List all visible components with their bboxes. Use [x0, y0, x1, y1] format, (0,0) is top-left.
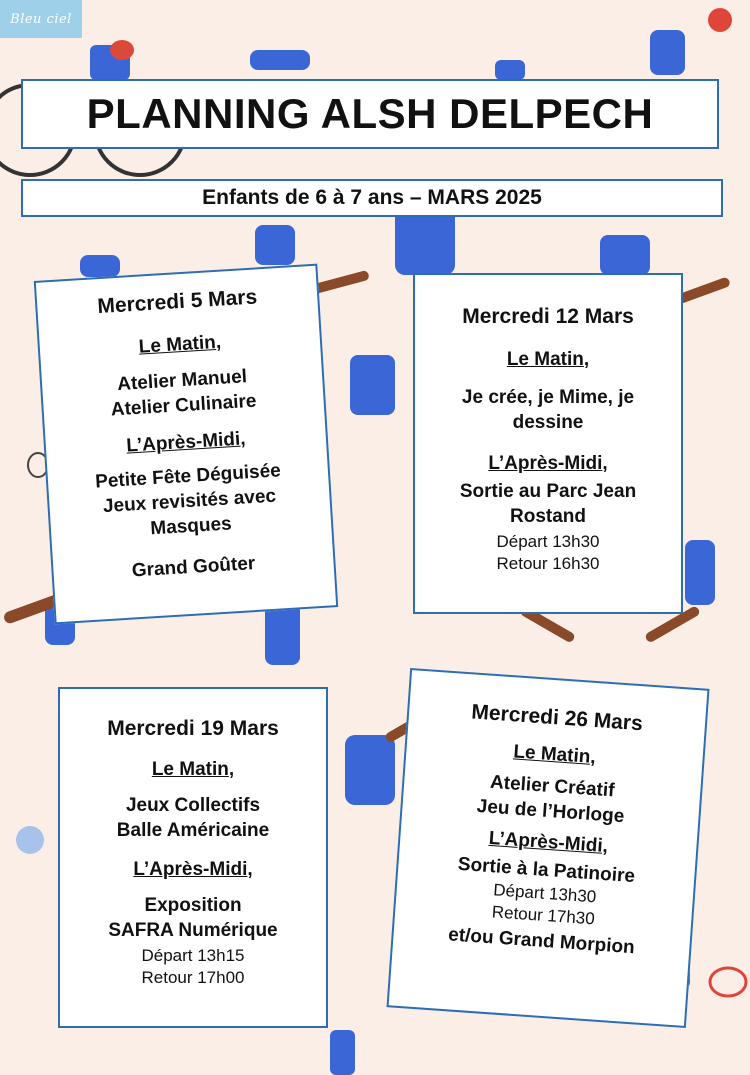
card-day: Mercredi 5 Mars	[96, 285, 258, 319]
retour-time: Retour 17h30	[491, 902, 596, 929]
afternoon-suffix: ,	[247, 859, 253, 880]
retour-time: Retour 16h30	[496, 554, 600, 573]
afternoon-heading	[415, 453, 681, 475]
morning-label: Le Matin	[151, 759, 229, 780]
morning-heading	[415, 349, 681, 371]
ball-icon	[16, 826, 44, 854]
page-title: PLANNING ALSH DELPECH	[86, 90, 654, 137]
morning-activities	[402, 764, 701, 835]
page-title-box	[21, 79, 719, 149]
activity: dessine	[512, 412, 584, 433]
morning-suffix: ,	[228, 759, 235, 780]
extra-activity: et/ou Grand Morpion	[447, 924, 636, 959]
morning-activities	[415, 385, 681, 435]
subtitle-box	[21, 179, 723, 217]
activity: Jeu de l’Horloge	[476, 795, 626, 828]
morning-activities	[60, 793, 326, 843]
activity: Rostand	[510, 506, 586, 527]
morning-suffix: ,	[583, 349, 590, 370]
activity: Je crée, je Mime, je	[461, 387, 635, 408]
depart-time: Départ 13h30	[496, 532, 600, 551]
morning-suffix: ,	[589, 746, 597, 769]
page-subtitle: Enfants de 6 à 7 ans – MARS 2025	[202, 186, 542, 209]
bleu-ciel-logo	[0, 0, 82, 38]
morning-label: Le Matin	[506, 349, 584, 370]
afternoon-label: L’Après-Midi	[488, 827, 604, 857]
logo-text: Bleu ciel	[10, 11, 72, 27]
afternoon-suffix: ,	[602, 453, 608, 474]
activity: Sortie à la Patinoire	[457, 853, 636, 888]
extra-activity: Grand Goûter	[131, 553, 256, 582]
morning-activities	[42, 360, 325, 427]
afternoon-suffix: ,	[239, 428, 247, 450]
morning-suffix: ,	[215, 331, 222, 353]
afternoon-label: L’Après-Midi	[125, 428, 241, 457]
morning-heading	[60, 759, 326, 781]
activity: Masques	[149, 513, 233, 540]
retour-time: Retour 17h00	[141, 968, 245, 987]
activity: SAFRA Numérique	[108, 920, 278, 941]
activity: Petite Fête Déguisée	[94, 460, 282, 493]
morning-label: Le Matin	[512, 741, 592, 768]
activity: Atelier Créatif	[489, 771, 616, 802]
schedule-card-mercredi-19-mars	[58, 687, 328, 1028]
activity: Balle Américaine	[116, 820, 270, 841]
tennis-racket-icon	[710, 968, 746, 996]
afternoon-heading	[60, 859, 326, 881]
afternoon-suffix: ,	[601, 835, 609, 858]
afternoon-label: L’Après-Midi	[133, 859, 248, 880]
morning-label: Le Matin	[138, 332, 217, 358]
depart-time: Départ 13h15	[141, 946, 245, 965]
activity: Jeux Collectifs	[125, 795, 261, 816]
afternoon-label: L’Après-Midi	[488, 453, 603, 474]
card-day: Mercredi 12 Mars	[462, 305, 634, 328]
activity: Jeux revisités avec	[102, 485, 277, 518]
card-day: Mercredi 19 Mars	[107, 717, 279, 740]
afternoon-heading	[46, 423, 327, 462]
schedule-card-mercredi-12-mars	[413, 273, 683, 614]
activity: Exposition	[144, 895, 242, 916]
morning-heading	[40, 326, 321, 365]
afternoon-activities	[415, 479, 681, 529]
schedule-card-mercredi-5-mars	[34, 264, 338, 625]
depart-time: Départ 13h30	[492, 880, 597, 907]
activity: Sortie au Parc Jean	[459, 481, 637, 502]
afternoon-activities	[60, 893, 326, 943]
afternoon-activities	[47, 455, 331, 547]
activity: Atelier Manuel	[116, 366, 248, 396]
schedule-card-mercredi-26-mars	[387, 668, 710, 1028]
activity: Atelier Culinaire	[110, 390, 258, 421]
card-day: Mercredi 26 Mars	[470, 700, 644, 736]
